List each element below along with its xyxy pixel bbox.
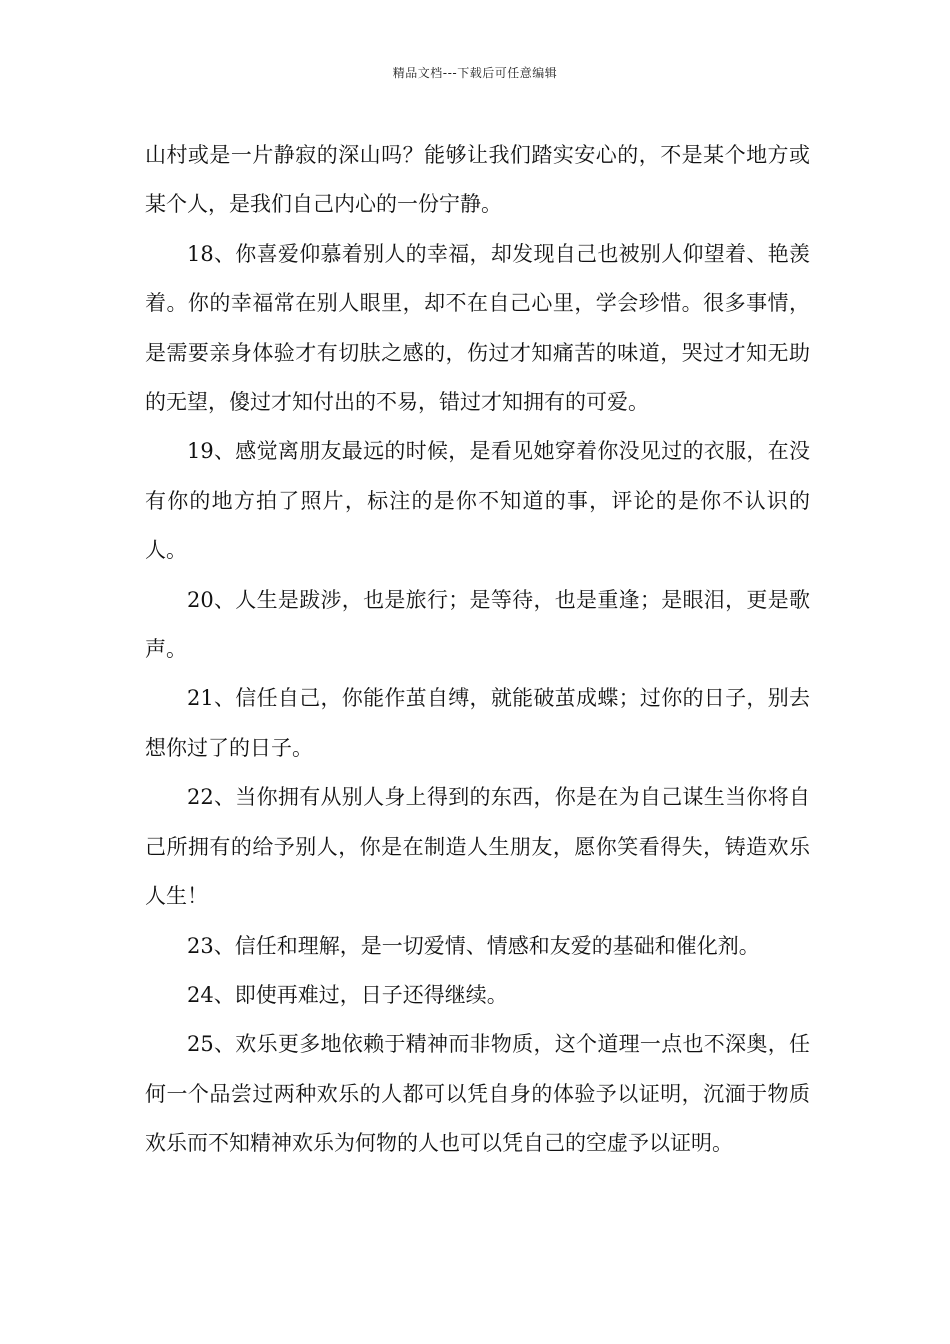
paragraph: 19、感觉离朋友最远的时候，是看见她穿着你没见过的衣服，在没有你的地方拍了照片，标注的是你不知道的事，评论的是你不认识的人。 bbox=[145, 439, 810, 563]
paragraph: 20、人生是跋涉，也是旅行；是等待，也是重逢；是眼泪，更是歌声。 bbox=[145, 587, 810, 662]
paragraph: 23、信任和理解，是一切爱情、情感和友爱的基础和催化剂。 bbox=[187, 933, 760, 958]
body-text bbox=[145, 131, 810, 1169]
paragraph: 24、即使再难过，日子还得继续。 bbox=[187, 982, 508, 1007]
paragraph: 22、当你拥有从别人身上得到的东西，你是在为自己谋生当你将自己所拥有的给予别人，你是在制造人生朋友，愿你笑看得失，铸造欢乐人生！ bbox=[145, 785, 810, 909]
paragraph: 25、欢乐更多地依赖于精神而非物质，这个道理一点也不深奥，任何一个品尝过两种欢乐的人都可以凭自身的体验予以证明，沉湎于物质欢乐而不知精神欢乐为何物的人也可以凭自己的空虚予以证明。 bbox=[145, 1032, 810, 1156]
page-header: 精品文档---下载后可任意编辑 bbox=[392, 66, 558, 80]
paragraph: 21、信任自己，你能作茧自缚，就能破茧成蝶；过你的日子，别去想你过了的日子。 bbox=[145, 686, 810, 760]
paragraph: 山村或是一片静寂的深山吗？能够让我们踏实安心的，不是某个地方或某个人，是我们自己内心的一份宁静。 bbox=[145, 143, 810, 217]
paragraph: 18、你喜爱仰慕着别人的幸福，却发现自己也被别人仰望着、艳羡着。你的幸福常在别人眼里，却不在自己心里，学会珍惜。很多事情，是需要亲身体验才有切肤之感的，伤过才知痛苦的味道，哭过才知无助的无望，傻过才知付出的不易，错过才知拥有的可爱。 bbox=[145, 241, 810, 415]
